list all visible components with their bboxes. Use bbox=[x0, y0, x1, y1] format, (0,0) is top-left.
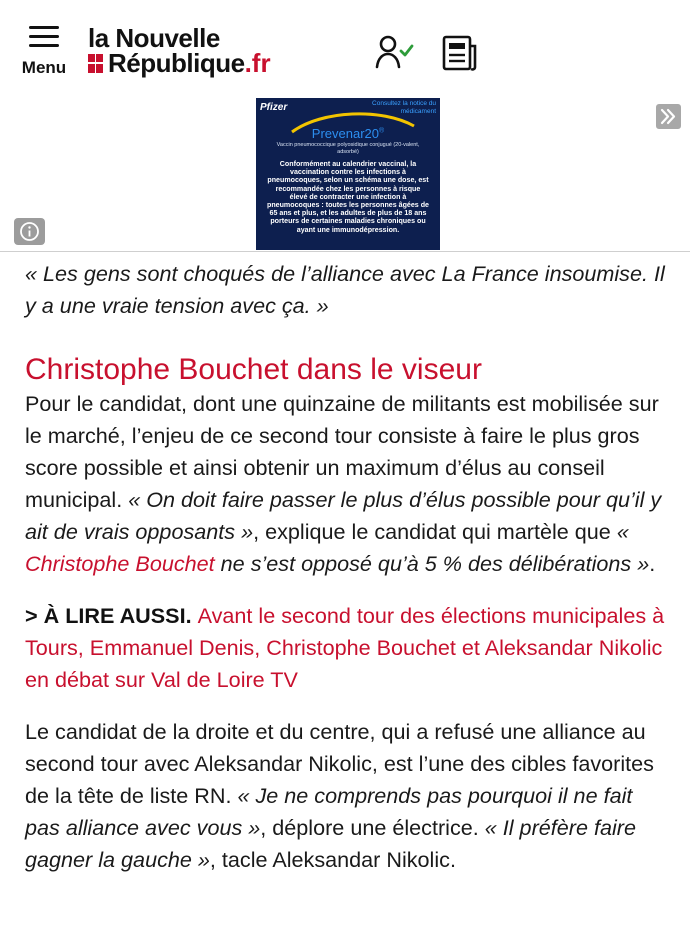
site-logo[interactable] bbox=[88, 23, 271, 78]
account-button[interactable] bbox=[374, 34, 418, 72]
ad-next-button[interactable] bbox=[656, 104, 681, 129]
newspaper-icon bbox=[440, 34, 480, 74]
ad-brand: Pfizer bbox=[260, 102, 288, 113]
hamburger-icon bbox=[29, 24, 59, 48]
article-paragraph: Pour le candidat, dont une quinzaine de militants est mobilisée sur le marché, l’enjeu de ce second tour consiste à faire le plus gros score possible et ainsi obtenir un maximum d’élus au conseil municipal. « On doit faire passer le plus d’élus possible pour qu’il y ait de vrais opposants », explique le candidat qui martèle que « Christophe Bouchet ne s’est opposé qu’à 5 % des délibérations ». bbox=[25, 391, 662, 576]
ad-consult-link[interactable]: Consultez la notice du médicament bbox=[372, 100, 436, 115]
ad-info-button[interactable] bbox=[14, 218, 45, 245]
ad-body-text: Conformément au calendrier vaccinal, la vaccination contre les infections à pneumocoques, selon un schéma une dose, est recommandée chez les personnes à risque élevé de contracter une infection à pneumocoques : toutes les personnes âgées de 65 ans et plus, et les adultes de plus de 18 ans porteurs de certaines maladies chroniques ou ayant une immunodépression. bbox=[266, 160, 430, 234]
read-also-block bbox=[25, 600, 670, 696]
read-also-link[interactable]: Avant le second tour des élections municipales à Tours, Emmanuel Denis, Christophe Bouchet et Aleksandar Nikolic en débat sur Val de Loire TV bbox=[25, 603, 665, 692]
article-body bbox=[25, 258, 670, 876]
ad-product-name: Prevenar20® bbox=[311, 126, 385, 141]
newspaper-button[interactable] bbox=[440, 34, 480, 74]
logo-tld: .fr bbox=[244, 48, 271, 78]
user-check-icon bbox=[374, 34, 418, 72]
ad-subtitle: Vaccin pneumococcique polyosidique conjugué (20-valent, adsorbé) bbox=[276, 142, 420, 155]
info-icon bbox=[14, 218, 45, 245]
article-paragraph: Le candidat de la droite et du centre, qui a refusé une alliance au second tour avec Aleksandar Nikolic, est l’une des cibles favorites de la tête de liste RN. « Je ne comprends pas pourquoi il ne fait pas alliance avec vous », déplore une électrice. « Il préfère faire gagner la gauche », tacle Aleksandar Nikolic. bbox=[25, 719, 654, 872]
read-also-label: > À LIRE AUSSI. bbox=[25, 603, 198, 628]
logo-line-2: République bbox=[108, 48, 245, 78]
logo-mark-icon bbox=[88, 54, 103, 73]
chevron-double-right-icon bbox=[656, 104, 681, 129]
menu-button[interactable] bbox=[16, 24, 72, 78]
ad-creative[interactable] bbox=[256, 98, 440, 250]
article-quote: « Les gens sont choqués de l’alliance avec La France insoumise. Il y a une vraie tension avec ça. » bbox=[25, 261, 665, 318]
section-heading: Christophe Bouchet dans le viseur bbox=[25, 353, 482, 386]
menu-label: Menu bbox=[21, 58, 67, 77]
logo-line-1: la Nouvelle bbox=[88, 23, 220, 53]
site-header bbox=[0, 0, 690, 96]
inline-link-christophe-bouchet[interactable]: Christophe Bouchet bbox=[25, 551, 215, 576]
advertisement bbox=[0, 96, 690, 252]
